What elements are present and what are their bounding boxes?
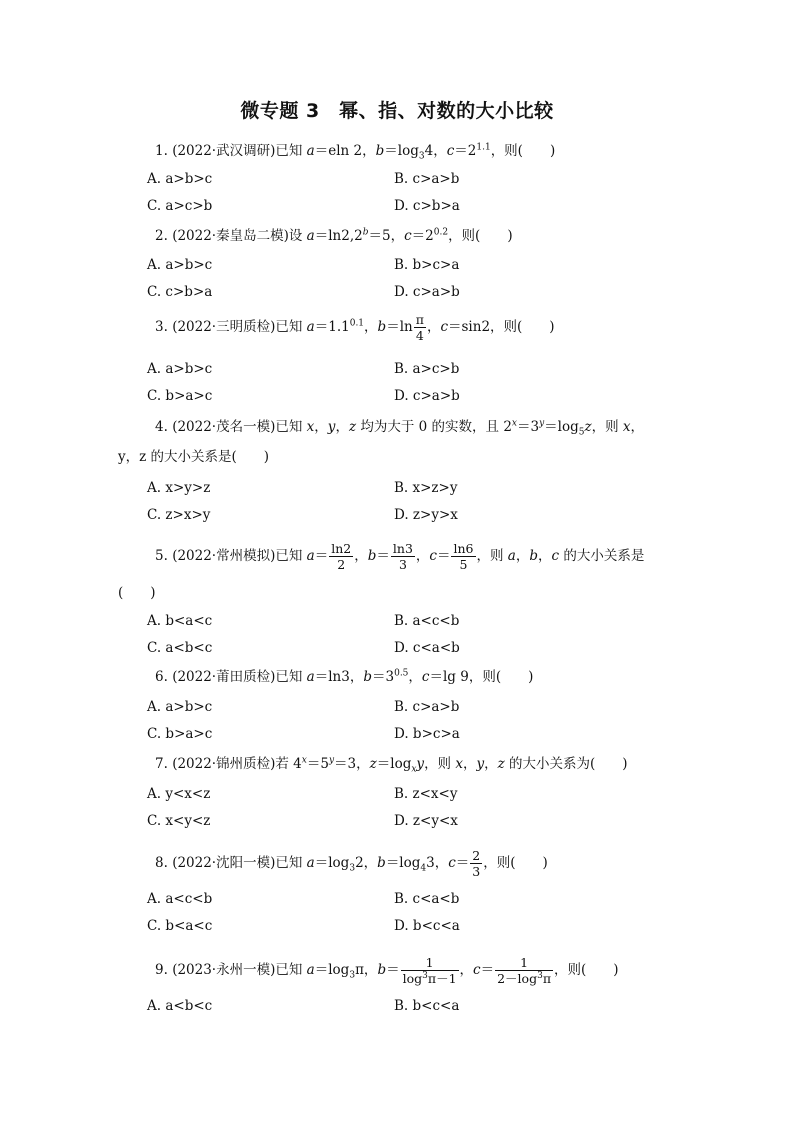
- question-3: 3. (2022·三明质检)已知 $a=1.1^{0.1}$，b＝ln $\frac{\pi}{4}$ ，c＝sin2，则( ): [155, 312, 555, 343]
- option-2c[interactable]: C. c>b>a: [147, 284, 213, 300]
- option-5b[interactable]: B. a<c<b: [394, 613, 460, 629]
- option-3a[interactable]: A. a>b>c: [147, 361, 213, 377]
- option-2d[interactable]: D. c>a>b: [394, 284, 460, 300]
- option-4d[interactable]: D. z>y>x: [394, 507, 458, 523]
- option-1d[interactable]: D. c>b>a: [394, 198, 460, 214]
- option-1a[interactable]: A. a>b>c: [147, 171, 213, 187]
- option-5a[interactable]: A. b<a<c: [147, 613, 213, 629]
- option-3c[interactable]: C. b>a>c: [147, 388, 213, 404]
- option-6c[interactable]: C. b>a>c: [147, 726, 213, 742]
- option-4a[interactable]: A. x>y>z: [147, 480, 211, 496]
- page-title: 微专题 3 幂、指、对数的大小比较: [240, 100, 554, 122]
- option-5d[interactable]: D. c<a<b: [394, 640, 460, 656]
- question-4-line2: y，z 的大小关系是( ): [118, 449, 270, 465]
- option-9a[interactable]: A. a<b<c: [147, 998, 213, 1014]
- question-5-line2: ( ): [118, 585, 156, 601]
- option-8b[interactable]: B. c<a<b: [394, 891, 460, 907]
- option-7d[interactable]: D. z<y<x: [394, 813, 458, 829]
- option-4b[interactable]: B. x>z>y: [394, 480, 458, 496]
- question-4: 4. (2022·茂名一模)已知 x，y，z 均为大于 0 的实数，且 $2^x=3^y=\log_5z$，则 x，: [155, 418, 645, 438]
- question-2: 2. (2022·秦皇岛二模)设 a＝ln2,2$^b$＝5，$c=2^{0.2}$，则( ): [155, 227, 513, 244]
- option-4c[interactable]: C. z>x>y: [147, 507, 211, 523]
- option-8a[interactable]: A. a<c<b: [147, 891, 213, 907]
- question-7: 7. (2022·锦州质检)若 $4^x=5^y=3$，$z=\log_xy$，则 x，y，z 的大小关系为( ): [155, 755, 628, 775]
- option-6b[interactable]: B. c>a>b: [394, 699, 460, 715]
- option-3b[interactable]: B. a>c>b: [394, 361, 460, 377]
- option-7c[interactable]: C. x<y<z: [147, 813, 211, 829]
- question-9: 9. (2023·永州一模)已知 $a=\log_3\pi$，b＝ $\frac{1}{\log^3\pi-1}$ ，c＝ $\frac{1}{2-\log^3\pi}$ ，则( ): [155, 955, 619, 986]
- question-8: 8. (2022·沈阳一模)已知 $a=\log_32$，$b=\log_43$，c＝ $\frac{2}{3}$ ，则( ): [155, 848, 548, 879]
- option-8c[interactable]: C. b<a<c: [147, 918, 213, 934]
- question-5: 5. (2022·常州模拟)已知 a＝ $\frac{\ln 2}{2}$ ，b＝ $\frac{\ln 3}{3}$ ，c＝ $\frac{\ln 6}{5}$ ，则 a，b，c 的大小关系是: [155, 541, 645, 572]
- option-6d[interactable]: D. b>c>a: [394, 726, 460, 742]
- option-2a[interactable]: A. a>b>c: [147, 257, 213, 273]
- option-1b[interactable]: B. c>a>b: [394, 171, 460, 187]
- question-1: 1. (2022·武汉调研)已知 a＝eln 2，$b=\log_34$，$c=2^{1.1}$，则( ): [155, 142, 556, 162]
- question-6: 6. (2022·莆田质检)已知 a＝ln3，$b=3^{0.5}$，c＝lg 9，则( ): [155, 668, 534, 685]
- option-8d[interactable]: D. b<c<a: [394, 918, 460, 934]
- option-6a[interactable]: A. a>b>c: [147, 699, 213, 715]
- option-1c[interactable]: C. a>c>b: [147, 198, 213, 214]
- option-9b[interactable]: B. b<c<a: [394, 998, 460, 1014]
- option-7a[interactable]: A. y<x<z: [147, 786, 211, 802]
- option-2b[interactable]: B. b>c>a: [394, 257, 460, 273]
- option-7b[interactable]: B. z<x<y: [394, 786, 458, 802]
- option-5c[interactable]: C. a<b<c: [147, 640, 213, 656]
- option-3d[interactable]: D. c>a>b: [394, 388, 460, 404]
